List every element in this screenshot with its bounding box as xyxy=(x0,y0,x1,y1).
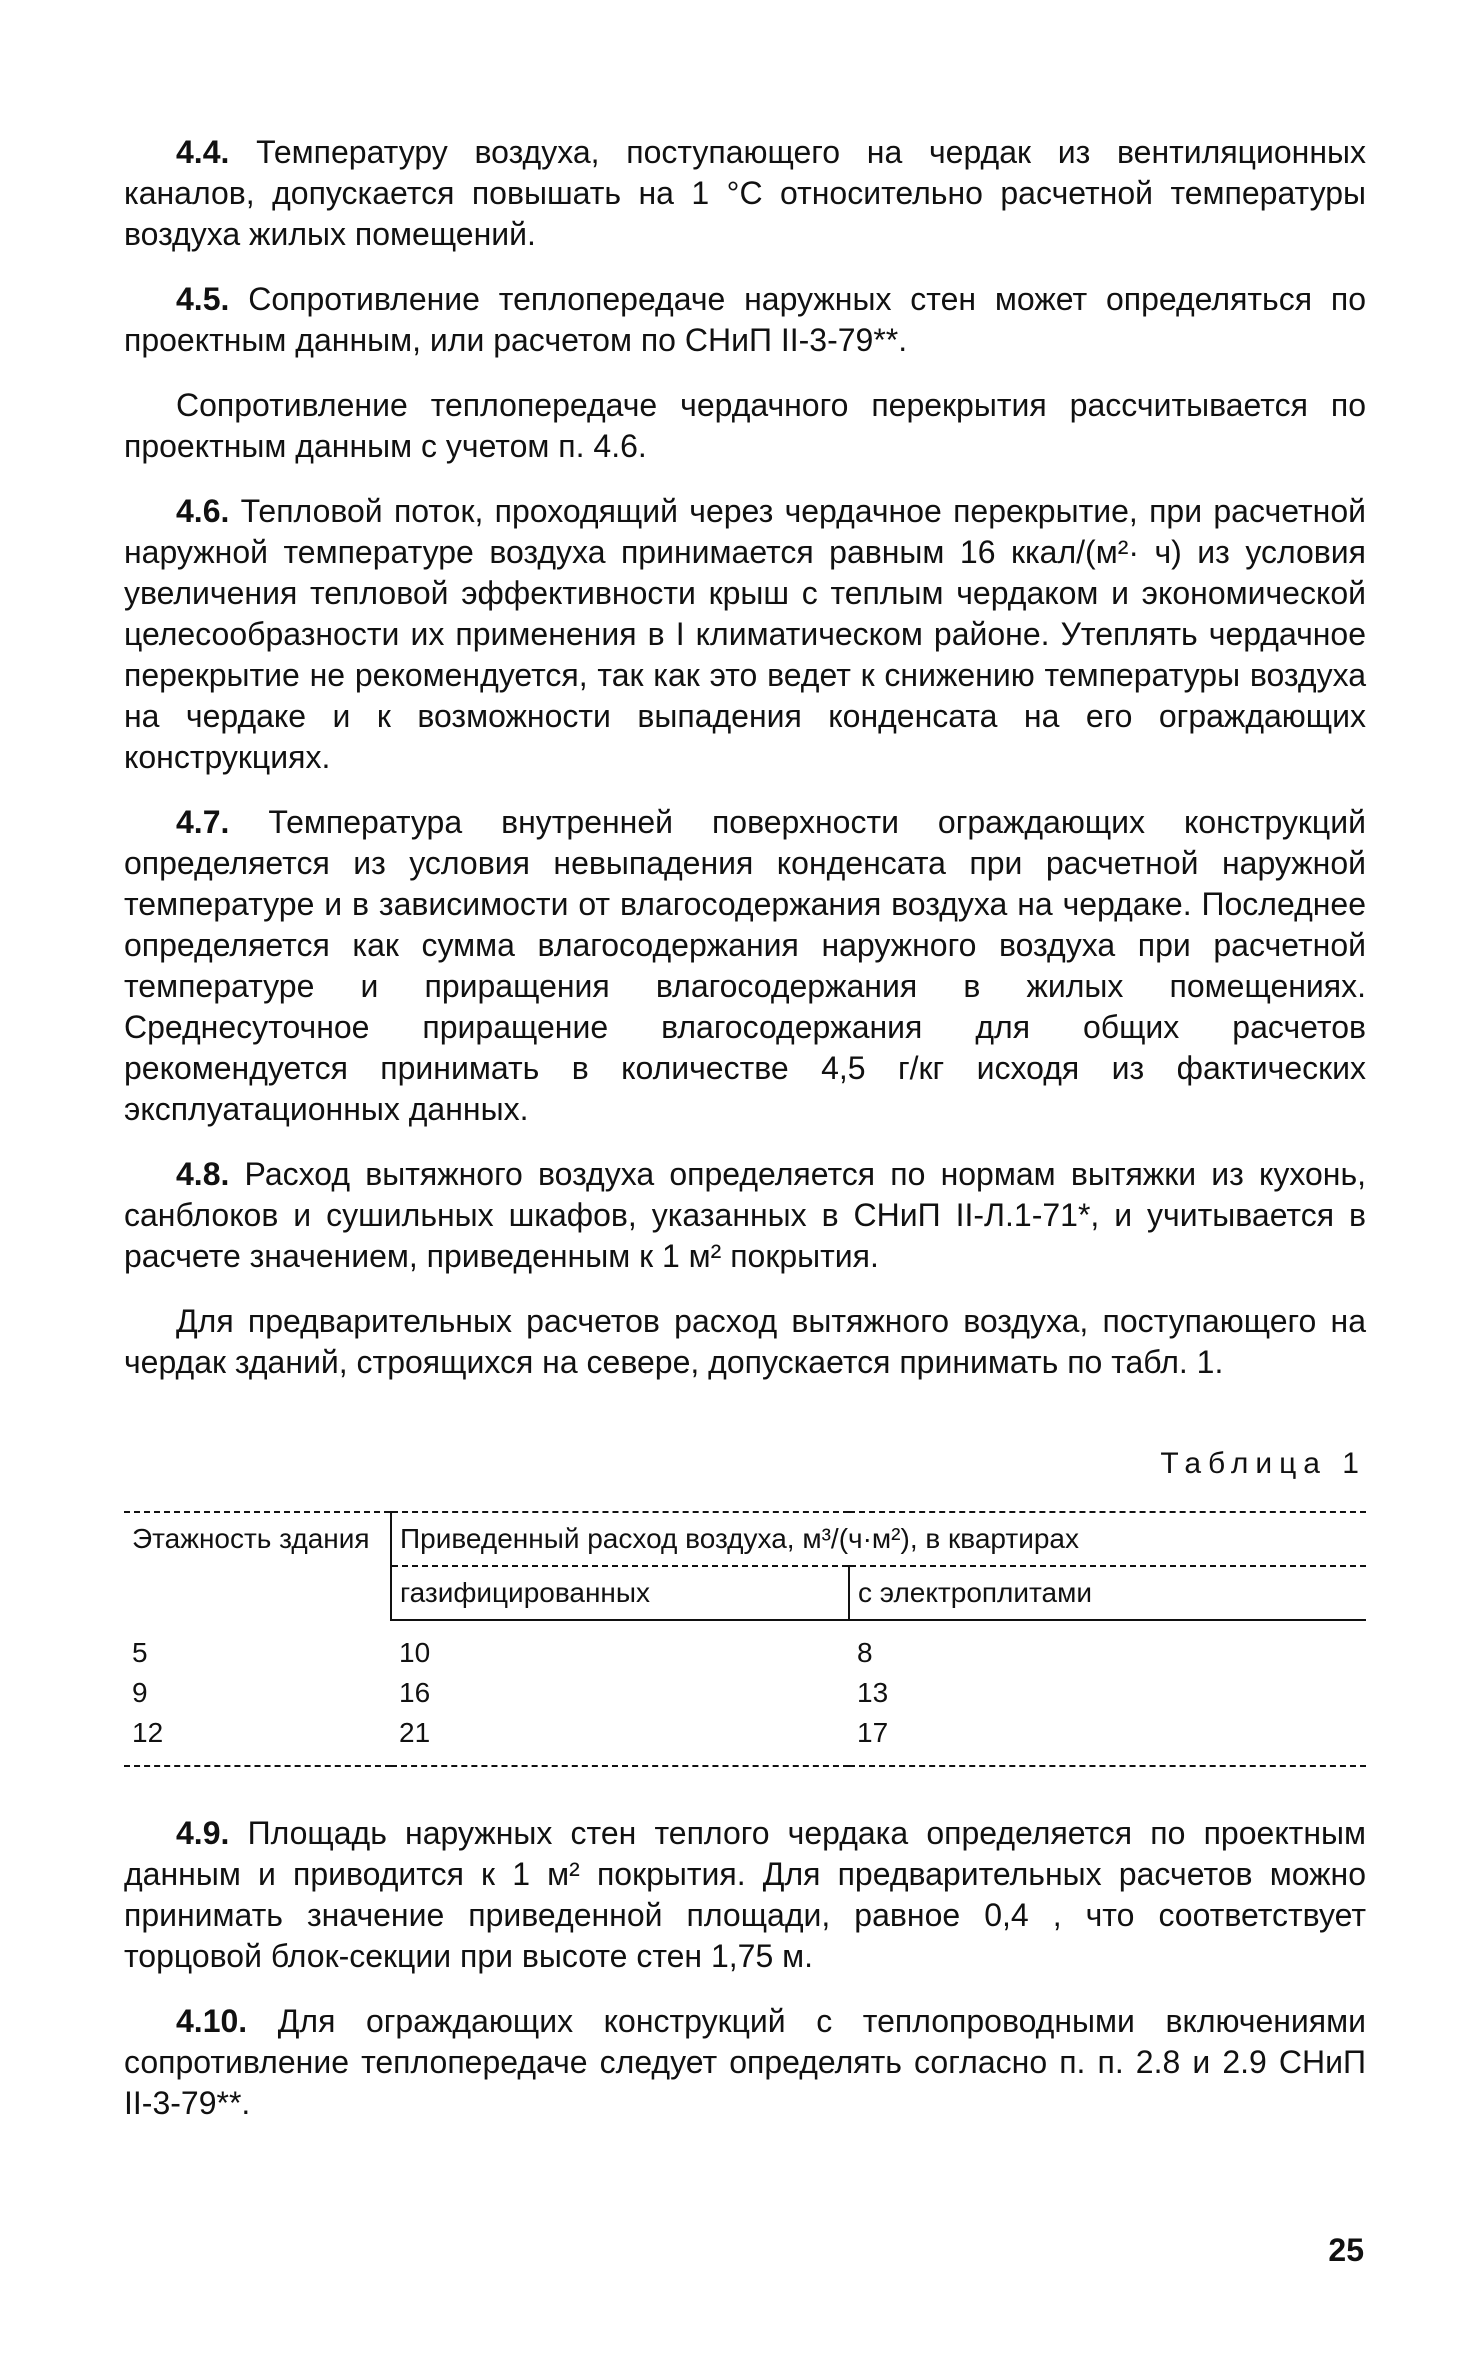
paragraph-text: Температура внутренней поверхности ограждающих конструкций определяется из условия невыпадения конденсата при расчетной наружной температуре и в зависимости от влагосодержания воздуха на чердаке. Последнее определяется как сумма влагосодержания наружного воздуха при расчетной температуре и приращения влагосодержания в жилых помещениях. Среднесуточное приращение влагосодержания для общих расчетов рекомендуется принимать в количестве 4,5 г/кг исходя из фактических эксплуатационных данных. xyxy=(124,804,1367,1127)
table-cell: 9 xyxy=(132,1677,148,1708)
paragraph-4-10 xyxy=(124,2001,1366,2124)
paragraph-text: Температуру воздуха, поступающего на чердак из вентиляционных каналов, допускается повышать на 1 °С относительно расчетной температуры воздуха жилых помещений. xyxy=(124,134,1367,252)
paragraph-number: 4.7. xyxy=(176,804,230,840)
column-header-floors: Этажность здания xyxy=(132,1523,370,1554)
table-row xyxy=(124,1620,1366,1673)
data-table xyxy=(124,1511,1366,1767)
paragraph-text: Сопротивление теплопередаче чердачного перекрытия рассчитывается по проектным данным с учетом п. 4.6. xyxy=(124,387,1366,464)
paragraph-4-9 xyxy=(124,1813,1366,1977)
paragraph-4-4 xyxy=(124,132,1366,255)
paragraphs-top xyxy=(124,132,1366,1383)
document-page xyxy=(124,132,1366,2124)
paragraph-4-8-continued xyxy=(124,1301,1366,1383)
paragraph-4-5-continued xyxy=(124,385,1366,467)
table-cell: 10 xyxy=(399,1637,431,1668)
paragraph-text: Для предварительных расчетов расход вытяжного воздуха, поступающего на чердак зданий, строящихся на севере, допускается принимать по табл. 1. xyxy=(124,1303,1366,1380)
paragraph-text: Площадь наружных стен теплого чердака определяется по проектным данным и приводится к 1 м² покрытия. Для предварительных расчетов можно принимать значение приведенной площади, равное 0,4 , что соответствует торцовой блок-секции при высоте стен 1,75 м. xyxy=(124,1815,1367,1974)
paragraph-number: 4.4. xyxy=(176,134,230,170)
table-cell: 5 xyxy=(132,1636,148,1668)
paragraph-number: 4.5. xyxy=(176,281,230,317)
column-group-header: Приведенный расход воздуха, м³/(ч·м²), в квартирах xyxy=(391,1512,1366,1566)
paragraph-4-6 xyxy=(124,491,1366,778)
table-cell: 21 xyxy=(399,1717,431,1748)
paragraphs-bottom xyxy=(124,1813,1366,2124)
paragraph-4-5 xyxy=(124,279,1366,361)
column-header-gas: газифицированных xyxy=(391,1566,849,1620)
paragraph-number: 4.9. xyxy=(176,1815,230,1851)
table-cell: 8 xyxy=(857,1637,873,1668)
page-number: 25 xyxy=(1328,2232,1364,2268)
paragraph-text: Тепловой поток, проходящий через чердачное перекрытие, при расчетной наружной температуре воздуха принимается равным 16 ккал/(м²· ч) из условия увеличения тепловой эффективности крыш с теплым чердаком и экономической целесообразности их применения в I климатическом районе. Утеплять чердачное перекрытие не рекомендуется, так как это ведет к снижению температуры воздуха на чердаке и к возможности выпадения конденсата на его ограждающих конструкциях. xyxy=(124,493,1367,775)
table-row xyxy=(124,1673,1366,1713)
table-cell: 16 xyxy=(399,1677,431,1708)
paragraph-4-8 xyxy=(124,1154,1366,1277)
table-header-row xyxy=(124,1512,1366,1566)
paragraph-number: 4.10. xyxy=(176,2003,248,2039)
paragraph-number: 4.6. xyxy=(176,493,230,529)
paragraph-text: Для ограждающих конструкций с теплопроводными включениями сопротивление теплопередаче следует определять согласно п. п. 2.8 и 2.9 СНиП II-3-79**. xyxy=(124,2003,1367,2121)
paragraph-text: Сопротивление теплопередаче наружных стен может определяться по проектным данным, или расчетом по СНиП II-3-79**. xyxy=(124,281,1367,358)
table-row xyxy=(124,1713,1366,1766)
paragraph-text: Расход вытяжного воздуха определяется по нормам вытяжки из кухонь, санблоков и сушильных шкафов, указанных в СНиП II-Л.1-71*, и учитывается в расчете значением, приведенным к 1 м² покрытия. xyxy=(124,1156,1366,1274)
table-caption: Таблица 1 xyxy=(1160,1447,1366,1480)
table-cell: 12 xyxy=(132,1717,164,1748)
table-cell: 13 xyxy=(857,1677,889,1708)
column-header-electric: с электроплитами xyxy=(849,1566,1366,1620)
table-cell: 17 xyxy=(857,1717,889,1748)
paragraph-4-7 xyxy=(124,802,1366,1130)
paragraph-number: 4.8. xyxy=(176,1156,230,1192)
